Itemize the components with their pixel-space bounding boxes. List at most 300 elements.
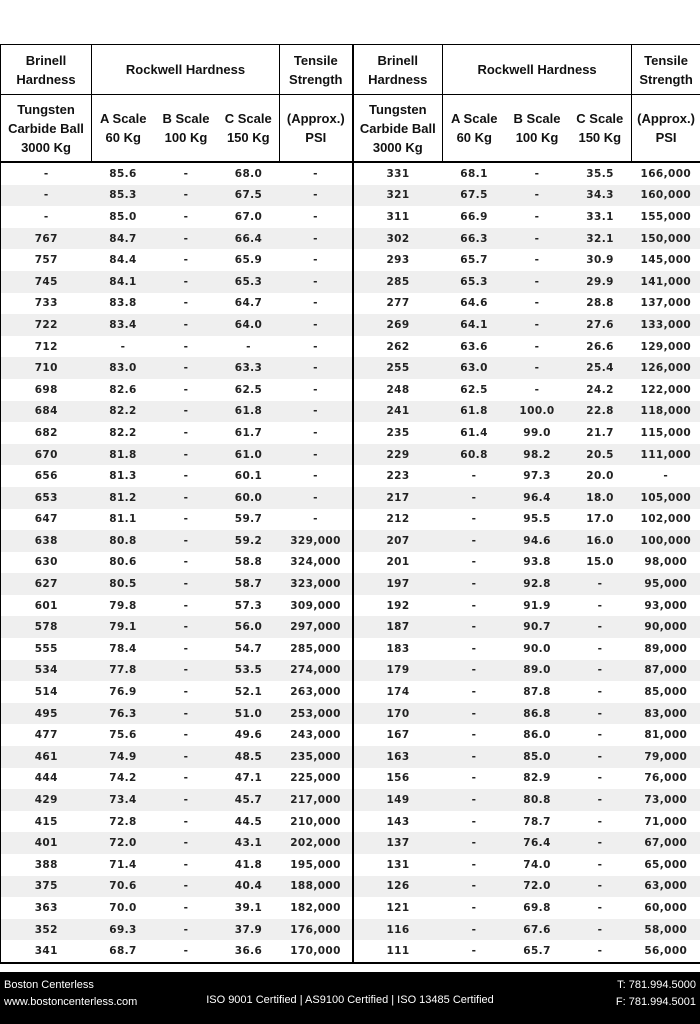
cell-psi-right: 95,000 [632,573,700,595]
cell-a-scale-left: 68.7 [92,940,155,963]
cell-b-scale-right: - [506,357,569,379]
cell-b-scale-right: 86.0 [523,729,551,742]
cell-c-scale-left: 53.5 [218,660,280,682]
a-scale-header-right: A Scale 60 Kg [443,95,506,163]
certifications-text: ISO 9001 Certified | AS9100 Certified | ISO 13485 Certified [206,994,494,1006]
cell-a-scale-left: 85.0 [109,210,137,223]
cell-a-scale-right: 68.1 [460,167,488,180]
cell-brinell-left: 363 [1,897,92,919]
cell-b-scale-right: 98.2 [506,444,569,466]
cell-a-scale-left: 83.4 [92,314,155,336]
cell-brinell-right: 149 [353,789,443,811]
cell-c-scale-left: 61.0 [218,444,280,466]
cell-a-scale-right: - [471,901,477,914]
cell-brinell-right: 285 [353,271,443,293]
cell-psi-right: 118,000 [632,401,700,423]
cell-b-scale-right: - [534,210,540,223]
cell-c-scale-right: - [597,772,603,785]
cell-c-scale-right: 16.0 [569,530,632,552]
table-row [1,919,700,941]
table-row [1,552,700,574]
cell-c-scale-left: 64.0 [218,314,280,336]
cell-psi-left: - [280,314,353,336]
cell-a-scale-right: - [443,573,506,595]
cell-psi-right: 129,000 [632,336,700,358]
cell-b-scale-left: - [155,271,218,293]
cell-a-scale-right: - [443,919,506,941]
table-row [1,379,700,401]
cell-b-scale-right: 69.8 [523,901,551,914]
cell-b-scale-right: - [534,167,540,180]
cell-b-scale-right: 89.0 [506,660,569,682]
cell-a-scale-right: - [471,599,477,612]
cell-b-scale-left: - [183,254,189,267]
cell-brinell-left: 534 [1,660,92,682]
cell-brinell-left: 555 [1,638,92,660]
cell-a-scale-left: 78.4 [109,642,137,655]
table-row [1,854,700,876]
cell-brinell-right: 235 [386,426,410,439]
cell-b-scale-right: 85.0 [506,746,569,768]
cell-b-scale-right: - [534,383,540,396]
cell-b-scale-left: - [155,401,218,423]
table-row [1,832,700,854]
tungsten-header-left: Tungsten Carbide Ball 3000 Kg [1,95,92,163]
table-row [1,789,700,811]
cell-psi-left: - [280,185,353,207]
cell-brinell-left: - [1,162,92,185]
cell-a-scale-left: 81.2 [92,487,155,509]
cell-psi-right: 160,000 [632,185,700,207]
cell-brinell-right: 229 [353,444,443,466]
table-row [1,876,700,898]
cell-psi-left: - [280,401,353,423]
cell-psi-right: 166,000 [632,162,700,185]
cell-c-scale-left: 61.7 [234,426,263,439]
cell-b-scale-left: - [183,383,189,396]
cell-brinell-left: 444 [1,768,92,790]
cell-psi-right: 141,000 [632,271,700,293]
cell-brinell-right: 277 [386,297,410,310]
cell-psi-right: 63,000 [632,876,700,898]
cell-c-scale-left: 49.6 [234,729,263,742]
cell-psi-left: 253,000 [280,703,353,725]
cell-b-scale-right: - [506,314,569,336]
cell-a-scale-left: 73.4 [92,789,155,811]
cell-psi-right: 76,000 [632,768,700,790]
cell-psi-left: - [280,509,353,531]
cell-b-scale-left: - [155,228,218,250]
cell-brinell-left: 578 [1,616,92,638]
cell-c-scale-right: - [569,703,632,725]
cell-psi-left: 324,000 [280,552,353,574]
hardness-conversion-table [0,44,700,964]
cell-brinell-right: 311 [386,210,410,223]
cell-c-scale-right: - [569,746,632,768]
cell-b-scale-left: - [183,858,189,871]
cell-b-scale-right: 74.0 [523,858,551,871]
cell-b-scale-right: 65.7 [506,940,569,963]
cell-b-scale-right: - [534,254,540,267]
cell-b-scale-right: - [506,185,569,207]
cell-b-scale-right: - [534,340,540,353]
cell-a-scale-left: 80.6 [109,556,137,569]
cell-psi-left: 329,000 [280,530,353,552]
cell-brinell-left: 401 [1,832,92,854]
cell-b-scale-left: - [183,642,189,655]
cell-c-scale-left: 65.9 [234,254,263,267]
cell-c-scale-right: - [569,660,632,682]
cell-a-scale-right: 65.7 [460,254,488,267]
table-row [1,897,700,919]
table-row [1,509,700,531]
header-row-units [1,95,700,163]
cell-psi-left: - [280,228,353,250]
cell-c-scale-right: 30.9 [586,254,614,267]
cell-a-scale-left: 76.9 [109,686,137,699]
cell-a-scale-right: - [471,815,477,828]
cell-a-scale-right: - [443,660,506,682]
cell-b-scale-left: - [155,573,218,595]
cell-psi-right: 150,000 [632,228,700,250]
cell-b-scale-left: - [183,599,189,612]
cell-c-scale-right: 35.5 [586,167,614,180]
cell-a-scale-left: 85.3 [92,185,155,207]
cell-b-scale-right: - [534,297,540,310]
table-row [1,660,700,682]
cell-a-scale-left: 84.1 [92,271,155,293]
c-scale-header-left: C Scale 150 Kg [218,95,280,163]
cell-c-scale-left: 63.3 [218,357,280,379]
cell-a-scale-right: - [443,616,506,638]
cell-a-scale-left: 85.6 [109,167,137,180]
cell-b-scale-left: - [155,314,218,336]
cell-b-scale-right: 91.9 [523,599,551,612]
cell-psi-right: 73,000 [632,789,700,811]
cell-a-scale-right: 66.9 [460,210,488,223]
cell-psi-left: - [280,271,353,293]
cell-c-scale-left: 36.6 [218,940,280,963]
cell-a-scale-left: 82.6 [109,383,137,396]
table-row [1,573,700,595]
cell-psi-left: 217,000 [280,789,353,811]
cell-c-scale-right: - [597,599,603,612]
cell-c-scale-right: - [597,858,603,871]
cell-brinell-right: 269 [353,314,443,336]
cell-b-scale-right: 100.0 [506,401,569,423]
cell-a-scale-right: - [443,487,506,509]
cell-psi-right: 58,000 [632,919,700,941]
cell-c-scale-right: 22.8 [569,401,632,423]
cell-a-scale-left: 80.5 [92,573,155,595]
cell-a-scale-right: 65.3 [443,271,506,293]
phone-number: T: 781.994.5000 [617,979,696,991]
cell-b-scale-left: - [155,919,218,941]
cell-brinell-right: 137 [353,832,443,854]
cell-b-scale-left: - [183,772,189,785]
cell-c-scale-right: 21.7 [586,426,614,439]
cell-b-scale-right: - [506,228,569,250]
cell-b-scale-left: - [183,815,189,828]
cell-brinell-right: 321 [353,185,443,207]
cell-c-scale-left: 52.1 [234,686,263,699]
cell-b-scale-right: - [506,271,569,293]
cell-c-scale-left: 51.0 [218,703,280,725]
cell-a-scale-left: 83.0 [92,357,155,379]
cell-a-scale-right: - [471,642,477,655]
cell-a-scale-left: 82.2 [109,426,137,439]
fax-number: F: 781.994.5001 [615,996,696,1008]
cell-c-scale-left: 60.1 [234,470,263,483]
cell-brinell-right: 143 [386,815,410,828]
table-row [1,444,700,466]
cell-c-scale-right: 15.0 [586,556,614,569]
cell-psi-left: - [280,293,353,315]
cell-brinell-left: 682 [1,422,92,444]
cell-brinell-left: 630 [1,552,92,574]
cell-a-scale-left: 69.3 [92,919,155,941]
cell-c-scale-right: - [569,832,632,854]
cell-b-scale-left: - [183,426,189,439]
cell-brinell-left: 514 [1,681,92,703]
cell-psi-left: 182,000 [280,897,353,919]
cell-b-scale-right: 90.7 [506,616,569,638]
cell-c-scale-left: 61.8 [218,401,280,423]
cell-a-scale-left: 74.9 [92,746,155,768]
cell-b-scale-right: 92.8 [506,573,569,595]
website-link[interactable]: www.bostoncenterless.com [4,996,138,1008]
cell-psi-right: 85,000 [632,681,700,703]
cell-brinell-left: 656 [1,465,92,487]
footer-bar [0,972,700,1024]
cell-a-scale-right: - [471,513,477,526]
cell-a-scale-left: 84.7 [92,228,155,250]
cell-psi-left: 225,000 [280,768,353,790]
cell-c-scale-left: 41.8 [234,858,263,871]
cell-psi-left: - [280,162,353,185]
cell-a-scale-right: 64.6 [460,297,488,310]
cell-brinell-right: 241 [353,401,443,423]
cell-c-scale-right: 17.0 [586,513,614,526]
table-row [1,336,700,358]
cell-psi-right: 71,000 [632,811,700,833]
table-row [1,703,700,725]
cell-c-scale-right: 20.5 [569,444,632,466]
cell-psi-right: 65,000 [632,854,700,876]
cell-c-scale-left: 48.5 [218,746,280,768]
psi-header-right: (Approx.) PSI [632,95,700,163]
cell-brinell-right: 126 [353,876,443,898]
cell-brinell-left: 415 [1,811,92,833]
cell-brinell-right: 111 [353,940,443,963]
cell-psi-left: 170,000 [280,940,353,963]
cell-c-scale-left: 40.4 [218,876,280,898]
cell-a-scale-left: 75.6 [109,729,137,742]
cell-b-scale-left: - [155,832,218,854]
cell-psi-left: - [280,422,353,444]
table-row [1,314,700,336]
cell-psi-right: 56,000 [632,940,700,963]
cell-c-scale-left: 43.1 [218,832,280,854]
cell-a-scale-right: 64.1 [443,314,506,336]
cell-c-scale-left: 54.7 [234,642,263,655]
table-row [1,249,700,271]
cell-brinell-left: 710 [1,357,92,379]
cell-b-scale-right: 78.7 [523,815,551,828]
cell-a-scale-right: 61.4 [460,426,488,439]
cell-a-scale-right: - [471,729,477,742]
a-scale-header-left: A Scale 60 Kg [92,95,155,163]
cell-b-scale-left: - [183,297,189,310]
table-row [1,768,700,790]
cell-psi-right: 105,000 [632,487,700,509]
cell-c-scale-left: 62.5 [234,383,263,396]
cell-c-scale-right: 28.8 [586,297,614,310]
table-row [1,638,700,660]
cell-c-scale-left: 68.0 [234,167,263,180]
cell-brinell-right: 179 [353,660,443,682]
cell-c-scale-right: 34.3 [569,185,632,207]
cell-brinell-right: 217 [353,487,443,509]
cell-brinell-right: 187 [353,616,443,638]
cell-c-scale-left: 57.3 [234,599,263,612]
cell-b-scale-right: 86.8 [506,703,569,725]
cell-brinell-right: 183 [386,642,410,655]
cell-c-scale-right: 24.2 [586,383,614,396]
cell-brinell-right: 192 [386,599,410,612]
cell-brinell-right: 255 [353,357,443,379]
cell-brinell-left: 461 [1,746,92,768]
cell-psi-left: 323,000 [280,573,353,595]
table-row [1,293,700,315]
cell-brinell-right: 174 [386,686,410,699]
cell-brinell-right: 223 [386,470,410,483]
tungsten-header-right: Tungsten Carbide Ball 3000 Kg [353,95,443,163]
rockwell-header-right: Rockwell Hardness [443,45,632,95]
cell-psi-right: 87,000 [632,660,700,682]
cell-brinell-right: 156 [386,772,410,785]
cell-brinell-left: 767 [1,228,92,250]
cell-c-scale-right: - [569,616,632,638]
cell-a-scale-right: - [471,858,477,871]
table-row [1,616,700,638]
psi-header-left: (Approx.) PSI [280,95,353,163]
cell-psi-right: 133,000 [632,314,700,336]
cell-brinell-right: 262 [386,340,410,353]
cell-c-scale-left: 64.7 [234,297,263,310]
cell-brinell-left: 495 [1,703,92,725]
cell-brinell-left: 647 [1,509,92,531]
cell-psi-left: - [280,336,353,358]
cell-a-scale-right: 61.8 [443,401,506,423]
table-row [1,487,700,509]
cell-psi-right: 89,000 [632,638,700,660]
cell-psi-left: 176,000 [280,919,353,941]
cell-psi-left: 243,000 [280,724,353,746]
cell-b-scale-right: 96.4 [506,487,569,509]
cell-brinell-left: 375 [1,876,92,898]
cell-psi-right: 102,000 [632,509,700,531]
cell-b-scale-left: - [155,487,218,509]
cell-brinell-left: 712 [1,336,92,358]
cell-b-scale-left: - [183,556,189,569]
cell-b-scale-left: - [183,167,189,180]
cell-b-scale-left: - [183,686,189,699]
table-row [1,940,700,963]
cell-c-scale-left: - [246,340,251,353]
table-row [1,206,700,228]
cell-a-scale-left: 70.0 [109,901,137,914]
cell-c-scale-right: 27.6 [569,314,632,336]
cell-c-scale-right: - [569,573,632,595]
table-row [1,746,700,768]
cell-b-scale-left: - [155,703,218,725]
cell-a-scale-right: - [471,556,477,569]
cell-psi-left: - [280,487,353,509]
cell-b-scale-right: 99.0 [523,426,551,439]
cell-brinell-right: 207 [353,530,443,552]
cell-b-scale-right: 94.6 [506,530,569,552]
table-row [1,422,700,444]
cell-c-scale-left: 39.1 [234,901,263,914]
cell-a-scale-left: 74.2 [109,772,137,785]
cell-brinell-left: 670 [1,444,92,466]
cell-brinell-right: 163 [353,746,443,768]
cell-a-scale-left: 76.3 [92,703,155,725]
cell-c-scale-right: 32.1 [569,228,632,250]
cell-b-scale-right: 97.3 [523,470,551,483]
cell-c-scale-left: 67.5 [218,185,280,207]
company-name: Boston Centerless [4,979,94,991]
cell-psi-left: 202,000 [280,832,353,854]
rockwell-header-left: Rockwell Hardness [92,45,280,95]
cell-c-scale-right: - [597,815,603,828]
cell-a-scale-right: - [443,746,506,768]
cell-brinell-left: - [1,206,92,228]
cell-brinell-left: 601 [1,595,92,617]
brinell-header-right: Brinell Hardness [353,45,443,95]
cell-b-scale-right: 67.6 [506,919,569,941]
cell-b-scale-left: - [155,185,218,207]
cell-c-scale-right: - [597,901,603,914]
cell-psi-left: - [280,249,353,271]
cell-c-scale-left: 44.5 [234,815,263,828]
cell-c-scale-left: 37.9 [218,919,280,941]
cell-brinell-right: 212 [386,513,410,526]
cell-psi-left: - [280,206,353,228]
cell-a-scale-left: 83.8 [109,297,137,310]
cell-psi-left: 297,000 [280,616,353,638]
cell-c-scale-left: 60.0 [218,487,280,509]
cell-psi-right: 122,000 [632,379,700,401]
table-row [1,401,700,423]
cell-c-scale-right: - [569,919,632,941]
cell-a-scale-left: 72.8 [109,815,137,828]
cell-psi-right: 155,000 [632,206,700,228]
cell-psi-right: 137,000 [632,293,700,315]
cell-c-scale-right: - [569,940,632,963]
cell-psi-right: 79,000 [632,746,700,768]
cell-psi-left: 210,000 [280,811,353,833]
cell-psi-right: 111,000 [632,444,700,466]
cell-brinell-right: 293 [386,254,410,267]
cell-b-scale-left: - [155,530,218,552]
cell-brinell-left: 653 [1,487,92,509]
cell-a-scale-right: - [471,470,477,483]
cell-a-scale-left: - [120,340,126,353]
cell-psi-right: 100,000 [632,530,700,552]
cell-c-scale-left: 59.2 [218,530,280,552]
